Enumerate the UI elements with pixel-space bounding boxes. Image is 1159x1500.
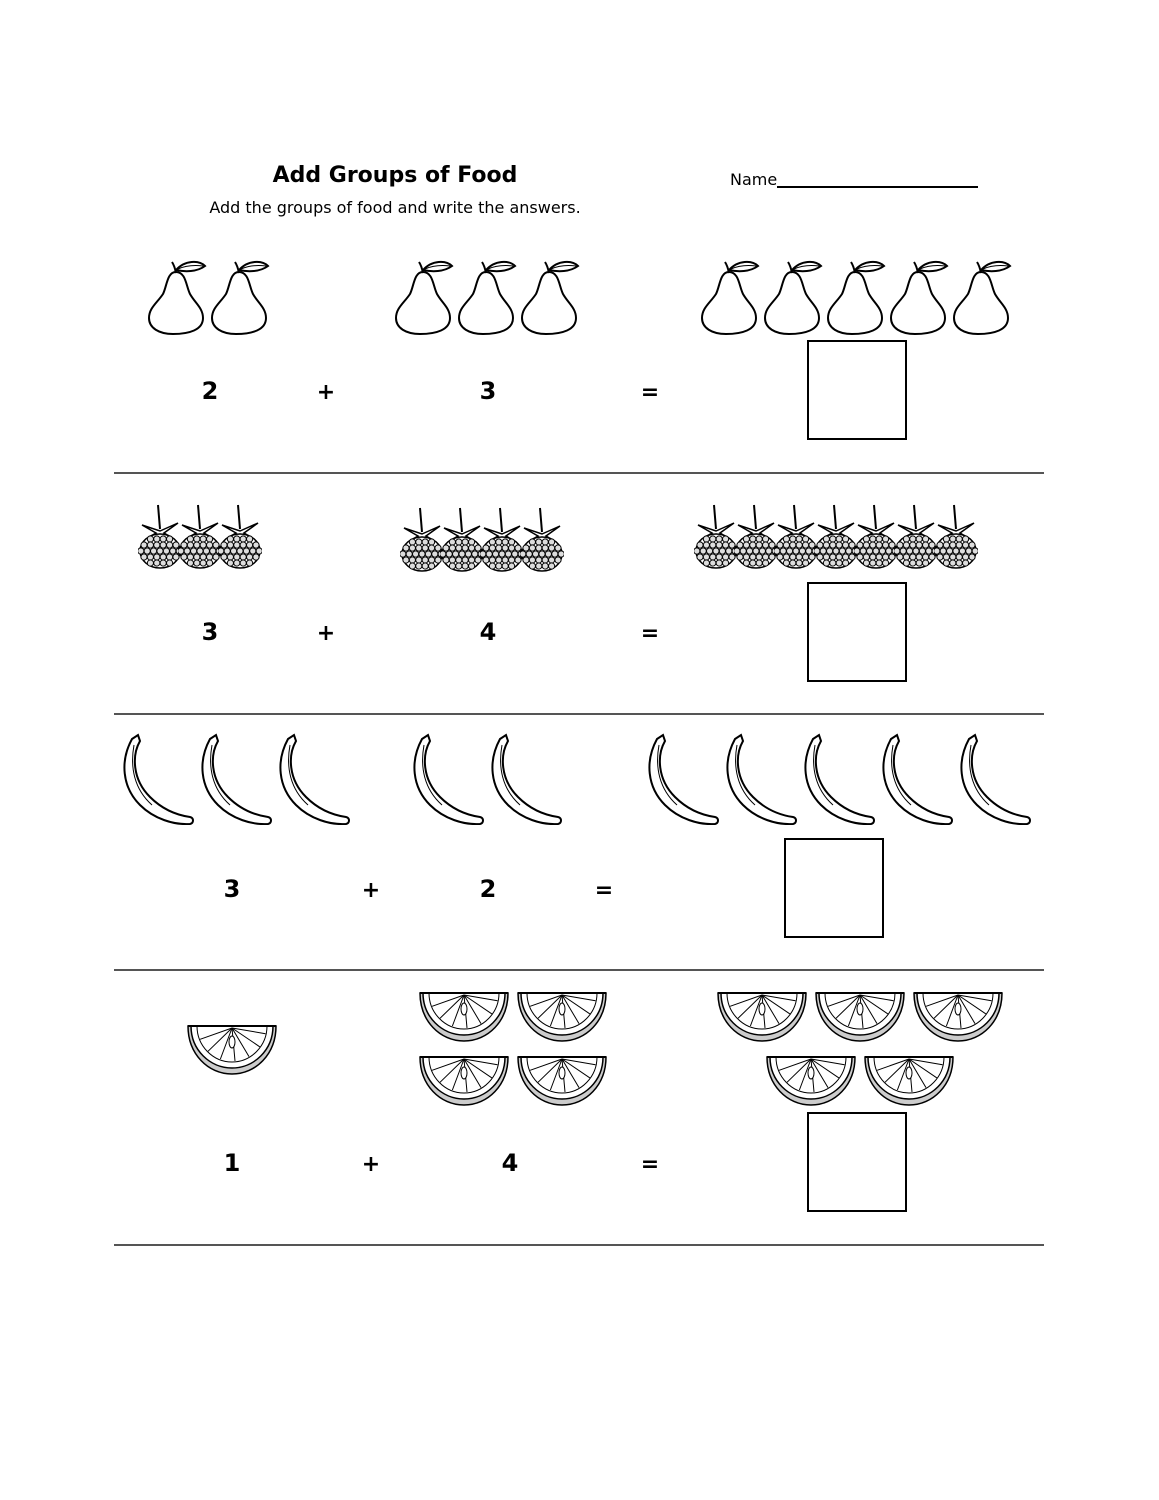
- banana-icon: [721, 733, 799, 825]
- group-total: [714, 989, 1005, 1111]
- answer-box[interactable]: [784, 838, 884, 938]
- pear-icon: [518, 258, 581, 336]
- group-b: [416, 989, 610, 1111]
- raspberry-icon: [934, 503, 978, 571]
- banana-icon: [196, 733, 274, 825]
- pear-icon: [950, 258, 1013, 336]
- worksheet-title: Add Groups of Food: [272, 163, 518, 188]
- raspberry-icon: [894, 503, 938, 571]
- worksheet-instructions: Add the groups of food and write the answers.: [209, 198, 581, 217]
- orange-slice-icon: [716, 989, 808, 1043]
- group-total: [643, 733, 1033, 825]
- raspberry-icon: [814, 503, 858, 571]
- answer-box[interactable]: [807, 340, 907, 440]
- orange-slice-icon: [765, 1053, 857, 1107]
- pear-icon: [698, 258, 761, 336]
- pear-icon: [208, 258, 271, 336]
- raspberry-icon: [774, 503, 818, 571]
- plus-sign: +: [316, 621, 336, 646]
- pear-icon: [392, 258, 455, 336]
- orange-slice-icon: [418, 1053, 510, 1107]
- pear-icon: [824, 258, 887, 336]
- banana-icon: [643, 733, 721, 825]
- banana-icon: [118, 733, 196, 825]
- raspberry-icon: [480, 506, 524, 574]
- raspberry-icon: [440, 506, 484, 574]
- orange-slice-icon: [516, 989, 608, 1043]
- addend-a: 3: [201, 618, 219, 646]
- group-a: [145, 258, 271, 336]
- group-a: [138, 503, 262, 571]
- orange-slice-icon: [814, 989, 906, 1043]
- addend-b: 3: [479, 377, 497, 405]
- raspberry-icon: [218, 503, 262, 571]
- group-a: [118, 733, 352, 825]
- banana-icon: [408, 733, 486, 825]
- plus-sign: +: [361, 1152, 381, 1177]
- raspberry-icon: [734, 503, 778, 571]
- addend-a: 2: [201, 377, 219, 405]
- group-total: [694, 503, 978, 571]
- pear-icon: [761, 258, 824, 336]
- group-a: [186, 1022, 278, 1080]
- divider: [114, 472, 1044, 474]
- pear-icon: [455, 258, 518, 336]
- orange-slice-icon: [863, 1053, 955, 1107]
- banana-icon: [799, 733, 877, 825]
- divider: [114, 713, 1044, 715]
- group-total: [698, 258, 1013, 336]
- raspberry-icon: [520, 506, 564, 574]
- addend-b: 2: [479, 875, 497, 903]
- plus-sign: +: [316, 380, 336, 405]
- plus-sign: +: [361, 878, 381, 903]
- banana-icon: [274, 733, 352, 825]
- pear-icon: [887, 258, 950, 336]
- equals-sign: =: [640, 380, 660, 405]
- addend-a: 3: [223, 875, 241, 903]
- addend-b: 4: [479, 618, 497, 646]
- addend-b: 4: [501, 1149, 519, 1177]
- raspberry-icon: [694, 503, 738, 571]
- equals-sign: =: [640, 621, 660, 646]
- raspberry-icon: [400, 506, 444, 574]
- banana-icon: [877, 733, 955, 825]
- raspberry-icon: [138, 503, 182, 571]
- orange-slice-icon: [516, 1053, 608, 1107]
- name-label: Name: [730, 170, 778, 189]
- orange-slice-icon: [418, 989, 510, 1043]
- pear-icon: [145, 258, 208, 336]
- group-b: [392, 258, 581, 336]
- group-b: [400, 506, 564, 574]
- divider: [114, 969, 1044, 971]
- raspberry-icon: [178, 503, 222, 571]
- equals-sign: =: [640, 1152, 660, 1177]
- answer-box[interactable]: [807, 582, 907, 682]
- orange-slice-icon: [912, 989, 1004, 1043]
- addend-a: 1: [223, 1149, 241, 1177]
- equals-sign: =: [594, 878, 614, 903]
- answer-box[interactable]: [807, 1112, 907, 1212]
- banana-icon: [955, 733, 1033, 825]
- divider: [114, 1244, 1044, 1246]
- group-b: [408, 733, 564, 825]
- name-field[interactable]: [777, 186, 978, 188]
- raspberry-icon: [854, 503, 898, 571]
- banana-icon: [486, 733, 564, 825]
- orange-slice-icon: [186, 1022, 278, 1076]
